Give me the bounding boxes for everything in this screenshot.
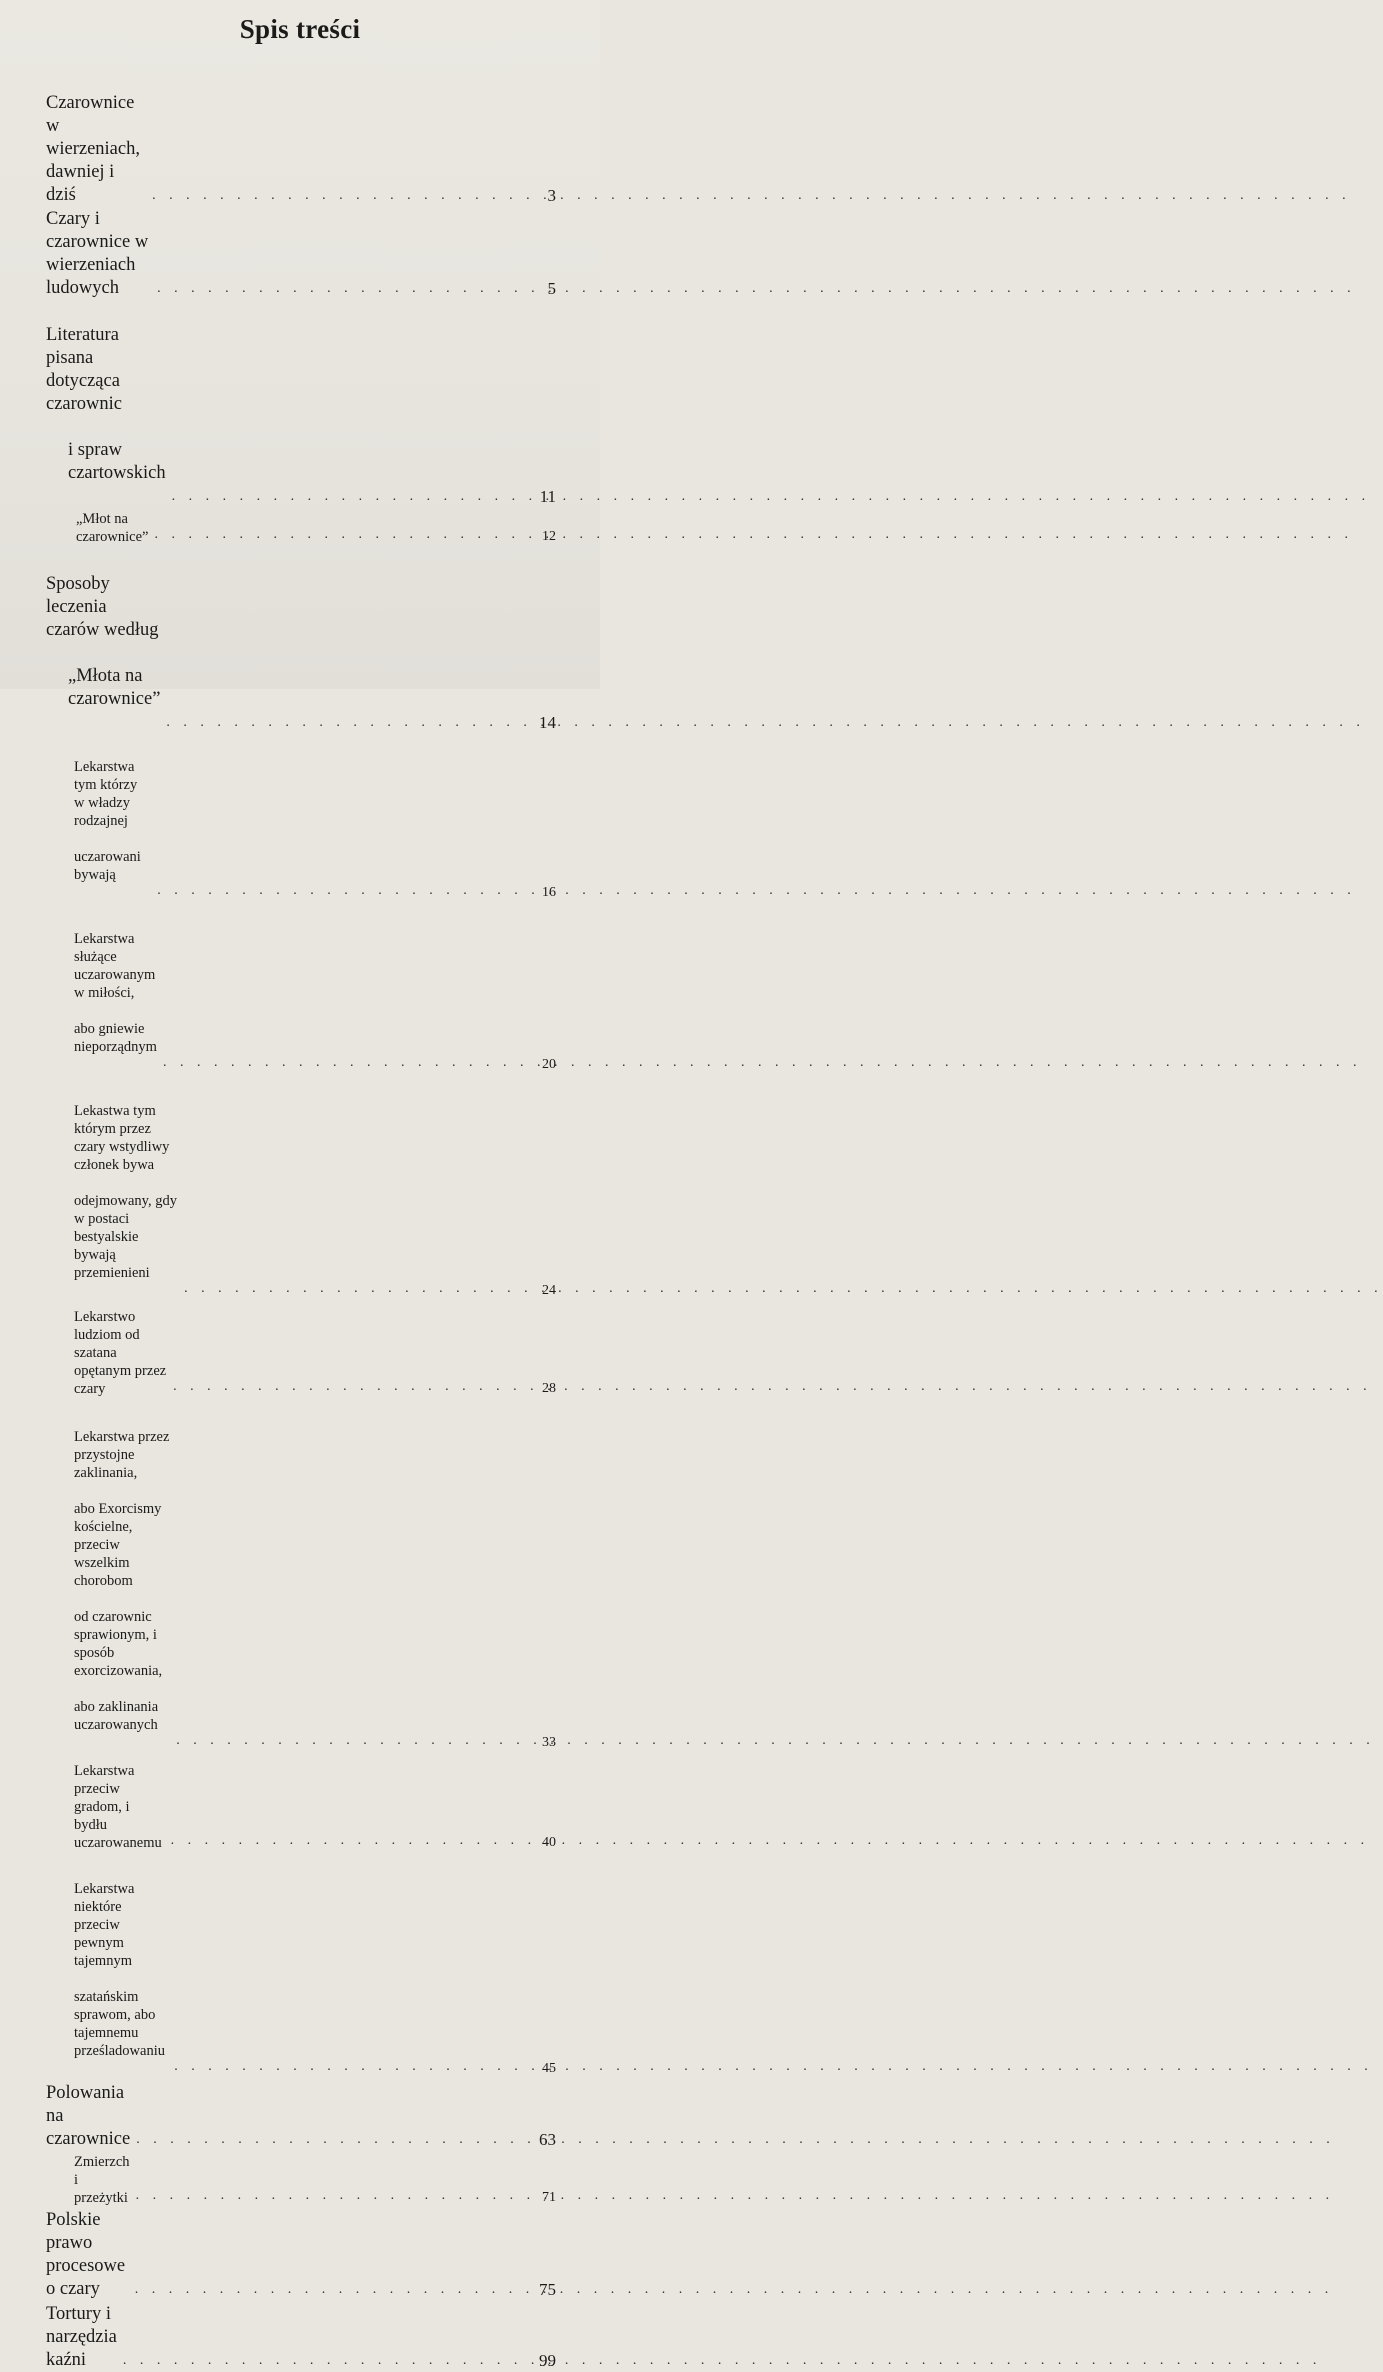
page-title: Spis treści <box>239 14 361 44</box>
dot-leader <box>171 1834 536 1848</box>
toc-entry-title: Czarownice w wierzeniach, dawniej i dziś <box>46 93 140 205</box>
toc-subentry <box>46 1308 556 1398</box>
toc-page-number: 75 <box>539 2280 556 2299</box>
toc-entry-title: Lekarstwo ludziom od szatana opętanym przez czary <box>74 1309 167 1397</box>
dot-leader <box>123 2354 535 2368</box>
toc-entry-title: Zmierzch i przeżytki <box>74 2154 130 2206</box>
dot-leader <box>154 528 536 542</box>
toc-page-number: 71 <box>542 2190 556 2205</box>
toc-page-number: 12 <box>542 529 556 544</box>
toc-entry-title: „Młot na czarownice” <box>76 511 149 545</box>
toc-entry-title: Czary i czarownice w wierzeniach ludowych <box>46 209 149 298</box>
toc-subentry <box>46 1862 556 2078</box>
toc-entry-title: Literatura pisana dotycząca czarownic i spraw czartowskich <box>46 325 166 483</box>
toc-subentry <box>46 912 556 1074</box>
dot-leader <box>173 1380 536 1394</box>
toc-entry-title: Lekarstwa służące uczarowanym w miłości, abo gniewie nieporządnym <box>74 931 157 1055</box>
toc-entry <box>46 2082 556 2151</box>
dot-leader <box>166 716 535 730</box>
toc-entry-title: Sposoby leczenia czarów według „Młota na czarownice” <box>46 574 161 709</box>
toc-entry <box>46 2209 556 2301</box>
toc-entry <box>46 2303 556 2372</box>
toc-page-number: 5 <box>547 279 556 298</box>
dot-leader <box>152 189 536 203</box>
toc-page-number: 14 <box>539 713 556 732</box>
toc-subentry <box>46 2153 556 2207</box>
toc-entry <box>46 550 556 734</box>
toc-entry <box>46 92 556 207</box>
toc-page-number: 16 <box>542 885 556 900</box>
toc-page-number: 3 <box>547 186 556 205</box>
dot-leader <box>157 884 536 898</box>
toc-page-number: 11 <box>539 487 556 506</box>
toc-entry-title: Lekarstwa przeciw gradom, i bydłu uczarowanemu <box>74 1763 162 1851</box>
toc-entry-title: Polowania na czarownice <box>46 2083 131 2149</box>
dot-leader <box>163 1056 536 1070</box>
dot-leader <box>136 2189 536 2203</box>
toc-page-number: 20 <box>542 1057 556 1072</box>
toc-page-number: 28 <box>542 1381 556 1396</box>
toc-page-number: 40 <box>542 1835 556 1850</box>
toc-entry-title: Polskie prawo procesowe o czary <box>46 2210 126 2299</box>
toc-entry-title: Lekastwa tym którym przez czary wstydliwy członek bywa odejmowany, gdy w postaci bestyalskie bywają przemienieni <box>74 1103 177 1281</box>
toc-entry <box>46 301 556 508</box>
toc-page-number: 33 <box>542 1735 556 1750</box>
toc-entry-title: Lekarstwa tym którzy w władzy rodzajnej uczarowani bywają <box>74 759 141 883</box>
toc-entry-title: Tortury i narzędzia kaźni <box>46 2304 117 2370</box>
toc-entry-title: Lekarstwa niektóre przeciw pewnym tajemnym szatańskim sprawom, abo tajemnemu prześladowaniu <box>74 1881 165 2059</box>
toc-subentry <box>46 740 556 902</box>
toc-subentry <box>46 510 556 546</box>
dot-leader <box>172 490 536 504</box>
toc-page-number: 63 <box>539 2130 556 2149</box>
dot-leader <box>176 1734 536 1748</box>
dot-leader <box>157 282 536 296</box>
dot-leader <box>136 2133 535 2147</box>
dot-leader <box>135 2283 535 2297</box>
toc-subentry <box>46 1410 556 1752</box>
toc-subentry <box>46 1762 556 1852</box>
dot-leader <box>184 1282 536 1296</box>
dot-leader <box>174 2060 536 2074</box>
toc-entry <box>46 208 556 300</box>
toc-page-number: 24 <box>542 1283 556 1298</box>
toc-page-number: 45 <box>542 2061 556 2076</box>
toc-entry-title: Lekarstwa przez przystojne zaklinania, abo Exorcismy kościelne, przeciw wszelkim chorobom od czarownic sprawionym, i sposób exorcizowania, abo zaklinania uczarowanych <box>74 1429 170 1733</box>
toc-subentry <box>46 1084 556 1300</box>
document-page <box>0 0 600 2370</box>
toc-page-number: 99 <box>539 2351 556 2370</box>
table-of-contents <box>46 92 556 2372</box>
